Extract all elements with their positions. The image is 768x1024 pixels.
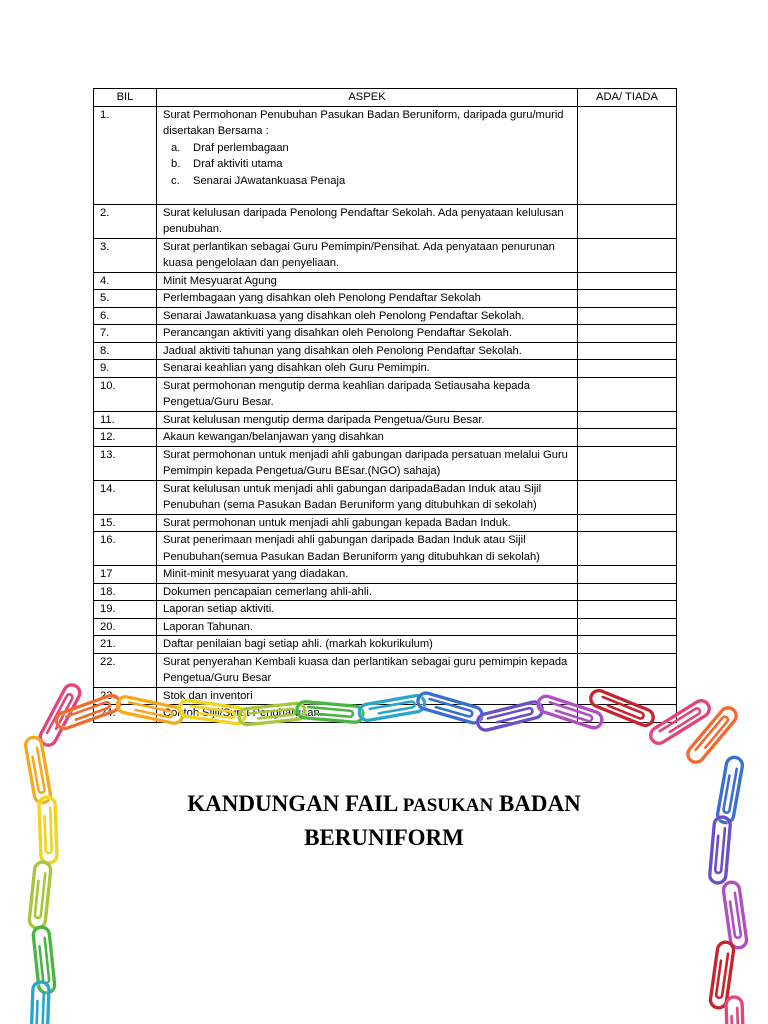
paper-clip-icon <box>31 982 49 1024</box>
row-aspect: Perancangan aktiviti yang disahkan oleh Penolong Pendaftar Sekolah. <box>157 325 578 343</box>
row-aspect: Stok dan inventori <box>157 687 578 705</box>
table-row <box>94 566 677 584</box>
row-aspect: Surat permohonan untuk menjadi ahli gabungan kepada Badan Induk. <box>157 514 578 532</box>
row-aspect: Perlembagaan yang disahkan oleh Penolong Pendaftar Sekolah <box>157 290 578 308</box>
row-status-cell <box>578 342 677 360</box>
list-item <box>171 173 577 190</box>
row-number: 18. <box>94 583 157 601</box>
row-number: 23. <box>94 687 157 705</box>
paper-clip-icon <box>39 797 57 864</box>
row-aspect: Senarai keahlian yang disahkan oleh Guru Pemimpin. <box>157 360 578 378</box>
table-row <box>94 446 677 480</box>
table-row <box>94 583 677 601</box>
row-aspect: Minit-minit mesyuarat yang diadakan. <box>157 566 578 584</box>
row-status-cell <box>578 411 677 429</box>
row-aspect: Minit Mesyuarat Agung <box>157 272 578 290</box>
table-row <box>94 601 677 619</box>
table-row <box>94 429 677 447</box>
table-row <box>94 636 677 654</box>
row-aspect: Akaun kewangan/belanjawan yang disahkan <box>157 429 578 447</box>
table-row <box>94 377 677 411</box>
table-row <box>94 360 677 378</box>
row-number: 16. <box>94 532 157 566</box>
row-number: 9. <box>94 360 157 378</box>
list-item <box>171 156 577 173</box>
row-aspect-text: Surat Permohonan Penubuhan Pasukan Badan Beruniform, daripada guru/murid disertakan Bersama : <box>163 108 564 137</box>
list-item-text: Draf perlembagaan <box>193 141 289 154</box>
row-number: 12. <box>94 429 157 447</box>
table-row <box>94 514 677 532</box>
row-status-cell <box>578 290 677 308</box>
row-aspect: Daftar penilaian bagi setiap ahli. (markah kokurikulum) <box>157 636 578 654</box>
row-status-cell <box>578 106 677 204</box>
row-status-cell <box>578 204 677 238</box>
row-status-cell <box>578 377 677 411</box>
row-number: 7. <box>94 325 157 343</box>
row-aspect: Surat kelulusan untuk menjadi ahli gabungan daripadaBadan Induk atau Sijil Penubuhan (sema Pasukan Badan Beruniform yang ditubuhkan di sekolah) <box>157 480 578 514</box>
paper-clip-icon <box>685 705 740 766</box>
row-aspect: Surat kelulusan mengutip derma daripada Pengetua/Guru Besar. <box>157 411 578 429</box>
table-row <box>94 618 677 636</box>
row-number: 2. <box>94 204 157 238</box>
table-row <box>94 290 677 308</box>
row-number: 4. <box>94 272 157 290</box>
row-status-cell <box>578 532 677 566</box>
paper-clip-icon <box>33 926 56 993</box>
list-item-text: Draf aktiviti utama <box>193 158 283 170</box>
table-row <box>94 687 677 705</box>
table-row <box>94 307 677 325</box>
row-number: 5. <box>94 290 157 308</box>
row-aspect: Laporan Tahunan. <box>157 618 578 636</box>
row-number: 1. <box>94 106 157 204</box>
table-row <box>94 238 677 272</box>
paper-clip-icon <box>722 881 747 949</box>
title-line-2: BERUNIFORM <box>304 825 464 850</box>
row-number: 13. <box>94 446 157 480</box>
list-marker: a. <box>171 141 181 154</box>
row-aspect: Surat kelulusan daripada Penolong Pendaftar Sekolah. Ada penyataan kelulusan penubuhan. <box>157 204 578 238</box>
row-status-cell <box>578 566 677 584</box>
row-status-cell <box>578 446 677 480</box>
row-aspect: Surat penerimaan menjadi ahli gabungan daripada Badan Induk atau Sijil Penubuhan(semua Pasukan Badan Beruniform yang ditubuhkan di sekolah) <box>157 532 578 566</box>
table-row <box>94 325 677 343</box>
list-marker: c. <box>171 174 180 187</box>
row-status-cell <box>578 480 677 514</box>
list-marker: b. <box>171 158 181 170</box>
title-part-2: PASUKAN <box>402 795 494 816</box>
header-aspek: ASPEK <box>157 89 578 107</box>
row-status-cell <box>578 272 677 290</box>
table-row <box>94 653 677 687</box>
row-status-cell <box>578 514 677 532</box>
checklist-table <box>93 88 677 723</box>
list-item-text: Senarai JAwatankuasa Penaja <box>193 174 346 187</box>
paper-clip-icon <box>726 997 744 1024</box>
row-number: 15. <box>94 514 157 532</box>
row-number: 8. <box>94 342 157 360</box>
row-status-cell <box>578 325 677 343</box>
row-aspect: Senarai Jawatankuasa yang disahkan oleh Penolong Pendaftar Sekolah. <box>157 307 578 325</box>
row-status-cell <box>578 653 677 687</box>
row-number: 10. <box>94 377 157 411</box>
row-number: 24. <box>94 705 157 723</box>
title-part-3: BADAN <box>493 791 581 816</box>
table-row <box>94 272 677 290</box>
row-number: 17 <box>94 566 157 584</box>
table-row <box>94 480 677 514</box>
table-header-row <box>94 89 677 107</box>
row-aspect: Dokumen pencapaian cemerlang ahli-ahli. <box>157 583 578 601</box>
paper-clip-icon <box>716 756 743 824</box>
paper-clip-icon <box>24 736 51 804</box>
row-aspect: Surat perlantikan sebagai Guru Pemimpin/Pensihat. Ada penyataan penurunan kuasa pengelolaan dan penyeliaan. <box>157 238 578 272</box>
paper-clip-icon <box>709 941 734 1009</box>
table-row <box>94 342 677 360</box>
title-part-1: KANDUNGAN FAIL <box>187 791 403 816</box>
row-number: 20. <box>94 618 157 636</box>
row-number: 14. <box>94 480 157 514</box>
table-row <box>94 532 677 566</box>
row-number: 21. <box>94 636 157 654</box>
row-status-cell <box>578 601 677 619</box>
row-aspect: Contoh Sijil/Surat Penghargaan. <box>157 705 578 723</box>
row-aspect: Surat permohonan mengutip derma keahlian daripada Setiausaha kepada Pengetua/Guru Besar. <box>157 377 578 411</box>
row-status-cell <box>578 307 677 325</box>
document-title <box>120 788 648 854</box>
attachment-list <box>163 140 577 190</box>
row-status-cell <box>578 705 677 723</box>
table-row <box>94 705 677 723</box>
row-aspect: Surat penyerahan Kembali kuasa dan perlantikan sebagai guru pemimpin kepada Pengetua/Guru Besar <box>157 653 578 687</box>
row-aspect: Jadual aktiviti tahunan yang disahkan oleh Penolong Pendaftar Sekolah. <box>157 342 578 360</box>
row-aspect: Surat permohonan untuk menjadi ahli gabungan daripada persatuan melalui Guru Pemimpin kepada Pengetua/Guru BEsar.(NGO) sahaja) <box>157 446 578 480</box>
row-status-cell <box>578 636 677 654</box>
list-item <box>171 140 577 157</box>
row-status-cell <box>578 618 677 636</box>
row-status-cell <box>578 238 677 272</box>
row-status-cell <box>578 583 677 601</box>
table-row <box>94 106 677 204</box>
header-ada-tiada: ADA/ TIADA <box>578 89 677 107</box>
row-status-cell <box>578 687 677 705</box>
row-status-cell <box>578 429 677 447</box>
row-aspect <box>157 106 578 204</box>
header-bil: BIL <box>94 89 157 107</box>
row-status-cell <box>578 360 677 378</box>
paper-clip-icon <box>29 861 52 928</box>
row-number: 11. <box>94 411 157 429</box>
row-number: 6. <box>94 307 157 325</box>
table-row <box>94 411 677 429</box>
row-number: 3. <box>94 238 157 272</box>
row-aspect: Laporan setiap aktiviti. <box>157 601 578 619</box>
table-row <box>94 204 677 238</box>
paper-clip-icon <box>37 682 82 748</box>
paper-clip-icon <box>709 816 731 883</box>
row-number: 22. <box>94 653 157 687</box>
row-number: 19. <box>94 601 157 619</box>
